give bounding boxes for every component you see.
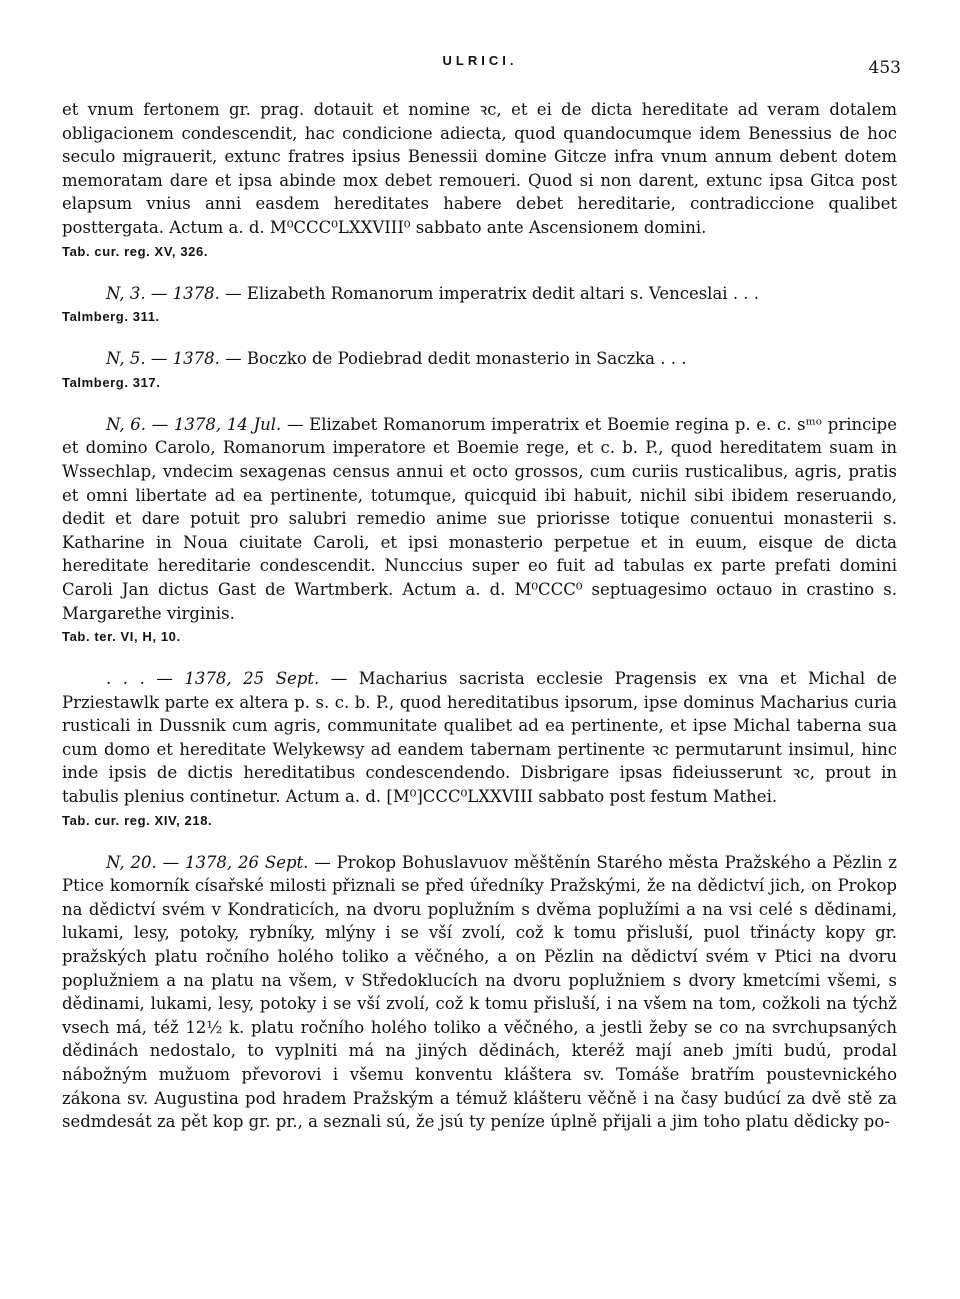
document-body <box>62 98 897 1134</box>
page-number: 453 <box>868 58 901 78</box>
source-citation: Tab. ter. VI, H, 10. <box>62 629 181 645</box>
entry-text: et vnum fertonem gr. prag. dotauit et nomine ꝛc, et ei de dicta hereditate ad veram dotalem obligacionem condescendit, hac condicione adiecta, quod quandocumque idem Benessius de hoc seculo migrauerit, extunc fratres ipsius Benessii domine Gitcze infra vnum annum debent dotem memoratam dare et ipsa abinde mox debet remoueri. Quod si non darent, extunc ipsa Gitca post elapsum vnius anni easdem hereditates habere debet hereditarie, contradiccione qualibet posttergata. Actum a. d. M⁰CCC⁰LXXVIII⁰ sabbato ante Ascensionem domini. <box>62 100 897 237</box>
source-citation: Tab. cur. reg. XIV, 218. <box>62 812 213 828</box>
entry-paragraph <box>62 347 897 371</box>
entry-text: — Macharius sacrista ecclesie Pragensis ex vna et Michal de Przіestawlk parte ex altera p. s. c. b. P., quod hereditatibus ipsorum, ipse dominus Macharius curia rusticali in Dussnik cum agris, communitate qualibet ad ea pertinente, et ipse Michal taberna sua cum domo et hereditate Welykewsy ad eandem tabernam pertinente ꝛc permutarunt insimul, hinc inde ipsis de dictis hereditatibus condescendendo. Disbrigare ipsas fideiusserunt ꝛc, prout in tabulis plenius continetur. Actum a. d. [M⁰]CCC⁰LXXVIII sabbato post festum Mathei. <box>62 669 897 807</box>
entry-date: N, 6. — 1378, 14 Jul. <box>106 414 282 434</box>
entry-paragraph <box>62 667 897 809</box>
entry-paragraph <box>62 413 897 625</box>
entry-date: N, 20. — 1378, 26 Sept. <box>106 852 309 872</box>
entry-date: N, 5. — 1378. <box>106 349 220 369</box>
entry-text: — Boczko de Podiebrad dedit monasterio in Saczka . . . <box>225 349 687 369</box>
source-citation: Tab. cur. reg. XV, 326. <box>62 243 209 259</box>
entry-text: — Prokop Bohuslavuov měštěnín Starého města Pražského a Pězlin z Ptice komorník císařské milosti přiznali se před úředníky Pražskými, že na dědictví jich, on Prokop na dědictví svém v Kondraticích, na dvoru poplužním s dvěma poplužími a na vsi celé s dědinami, lukami, lesy, potoky, rybníky, mlýny i se vší zvolí, což k tomu přisluší, puol třinácty kopy gr. pražských platu ročního holého toliko a věčného, a on Pězlin na dědictví svém v Ptici na dvoru poplužniem a na platu na všem, v Středoklucích na dvoru poplužniem s dvory kmetcími všemi, s dědinami, lukami, lesy, potoky i se vší zvolí, což k tomu přisluší, i na všem na tom, cožkoli na týchž vsech má, též 12½ k. platu ročního holého toliko a věčného, a jestli žeby se co na svrchupsaných dědinách nedostalo, to vyplniti má na jiných dědinách, kteréž mají aneb jmíti budú, prodal nábožným mužuom převorovi i všemu konventu kláštera sv. Tomáše bratřím poustevnického zákona sv. Augustina pod hradem Pražským a témuž klášteru věčně i na časy budúcí za dvě stě za sedmdesát za pět kop gr. pr., a seznali sú, že jsú ty peníze úplně přijali a jim toho platu dědicky po- <box>62 852 897 1132</box>
entry-date: . . . — 1378, 25 Sept. <box>106 669 320 689</box>
entry-paragraph <box>62 282 897 306</box>
entry-date: N, 3. — 1378. <box>106 283 220 303</box>
entry-paragraph <box>62 98 897 240</box>
source-citation: Talmberg. 317. <box>62 374 161 390</box>
entry-text: — Elizabet Romanorum imperatrix et Boemie regina p. e. c. sᵐᵒ principe et domino Carolo, Romanorum imperatore et Boemie rege, et c. b. P., quod hereditatem suam in Wssechlap, vndecim sexagenas census annui et octo grossos, cum curiis rusticalibus, agris, pratis et omni libertate ad ea pertinente, totumque, quicquid ibi habuit, nichil sibi ibidem reseruando, dedit et dare potuit pro salubri remedio anime sue priorisse totique conuentui monasterii s. Katharine in Noua ciuitate Caroli, et ipsi monasterio perpetue et in euum, eisque de dicta hereditate hereditarie condescendit. Nunccius super eo fuit ad tabulas ex parte prefati domini Caroli Jan dictus Gast de Wartmberk. Actum a. d. M⁰CCC⁰ septuagesimo octauo in crastino s. Margarethe virginis. <box>62 414 897 623</box>
entry-paragraph <box>62 851 897 1134</box>
entry-text: — Elizabeth Romanorum imperatrix dedit altari s. Venceslai . . . <box>225 283 760 303</box>
source-citation: Talmberg. 311. <box>62 309 160 325</box>
running-title: ULRICI. <box>442 53 518 68</box>
